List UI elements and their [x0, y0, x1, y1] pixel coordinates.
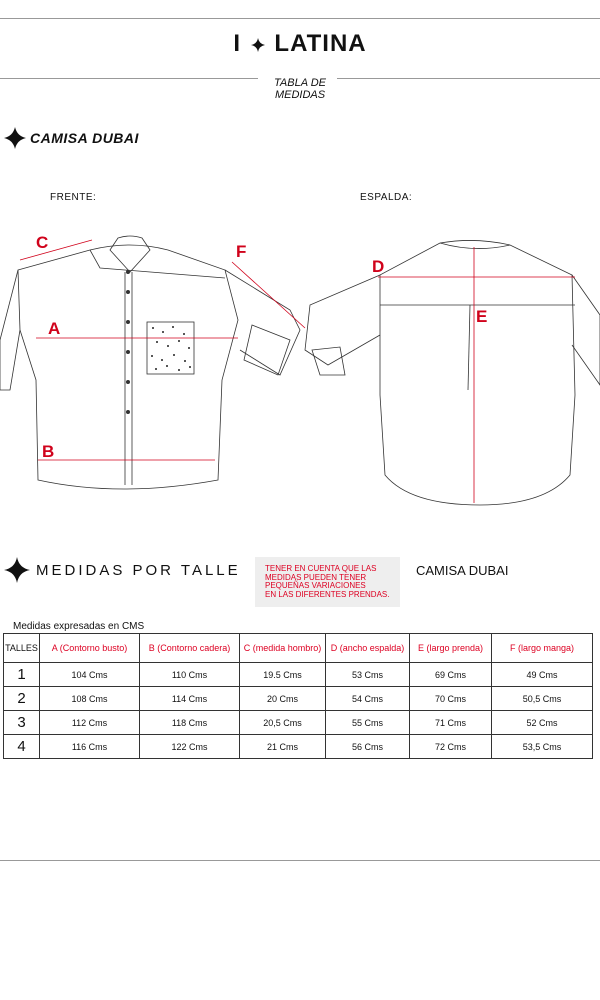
- back-pleat: [468, 305, 470, 390]
- back-collar: [440, 243, 510, 249]
- variation-note: [255, 557, 400, 607]
- header-cell: E (largo prenda): [410, 634, 492, 663]
- table-cell: 20 Cms: [240, 687, 326, 711]
- model-title: CAMISA DUBAI: [30, 130, 139, 146]
- size-cell: 4: [4, 735, 40, 759]
- back-body-outline: [380, 240, 575, 505]
- sparkle-icon: [4, 557, 30, 583]
- table-cell: 56 Cms: [326, 735, 410, 759]
- back-left-cuff: [312, 347, 345, 375]
- right-sleeve: [225, 270, 300, 375]
- table-cell: 19.5 Cms: [240, 663, 326, 687]
- table-cell: 110 Cms: [140, 663, 240, 687]
- model-name: CAMISA DUBAI: [416, 563, 509, 578]
- table-cell: 21 Cms: [240, 735, 326, 759]
- table-cell: 70 Cms: [410, 687, 492, 711]
- brand-logo: [0, 30, 600, 58]
- left-sleeve: [0, 270, 20, 390]
- header-cell: D (ancho espalda): [326, 634, 410, 663]
- front-collar: [110, 236, 150, 272]
- back-measure-lines: [378, 247, 575, 503]
- brand-right: LATINA: [274, 30, 367, 57]
- subtitle-rule-left: [0, 78, 258, 79]
- header-cell: A (Contorno busto): [40, 634, 140, 663]
- brand-left: I: [233, 30, 242, 57]
- table-cell: 55 Cms: [326, 711, 410, 735]
- table-cell: 112 Cms: [40, 711, 140, 735]
- table-cell: 54 Cms: [326, 687, 410, 711]
- table-cell: 122 Cms: [140, 735, 240, 759]
- note-line: PEQUEÑAS VARIACIONES: [265, 581, 366, 590]
- front-buttons: [126, 270, 130, 414]
- top-rule: [0, 18, 600, 19]
- measure-line-c: [20, 240, 92, 260]
- bottom-rule: [0, 860, 600, 861]
- table-cell: 53 Cms: [326, 663, 410, 687]
- table-cell: 52 Cms: [492, 711, 593, 735]
- table-header-row: [4, 634, 593, 663]
- table-row: [4, 663, 593, 687]
- chest-pocket: [147, 322, 194, 374]
- yoke-seam: [90, 250, 225, 278]
- units-caption: Medidas expresadas en CMS: [13, 621, 145, 632]
- table-cell: 71 Cms: [410, 711, 492, 735]
- marker-d: D: [372, 257, 385, 276]
- table-cell: 49 Cms: [492, 663, 593, 687]
- back-view-label: ESPALDA:: [360, 192, 413, 203]
- front-view-label: FRENTE:: [50, 192, 97, 203]
- table-cell: 53,5 Cms: [492, 735, 593, 759]
- table-cell: 108 Cms: [40, 687, 140, 711]
- model-heading: [4, 127, 139, 149]
- table-cell: 104 Cms: [40, 663, 140, 687]
- pocket-dots: [151, 326, 191, 371]
- table-cell: 116 Cms: [40, 735, 140, 759]
- header-cell: C (medida hombro): [240, 634, 326, 663]
- size-cell: 1: [4, 663, 40, 687]
- measure-line-f: [232, 262, 305, 328]
- note-line: EN LAS DIFERENTES PRENDAS.: [265, 589, 390, 599]
- table-row: [4, 687, 593, 711]
- marker-e: E: [476, 307, 488, 326]
- size-cell: 3: [4, 711, 40, 735]
- back-right-sleeve: [572, 275, 600, 385]
- section-heading: [4, 557, 241, 583]
- back-left-sleeve: [305, 275, 380, 365]
- header-cell: B (Contorno cadera): [140, 634, 240, 663]
- size-table: [3, 633, 593, 759]
- subtitle-rule-right: [337, 78, 600, 79]
- note-line: TENER EN CUENTA QUE LAS: [265, 564, 377, 573]
- marker-a: A: [48, 319, 61, 338]
- subtitle-line-2: MEDIDAS: [274, 89, 326, 101]
- table-row: [4, 735, 593, 759]
- table-row: [4, 711, 593, 735]
- header-cell: TALLES: [4, 634, 40, 663]
- table-cell: 20,5 Cms: [240, 711, 326, 735]
- shirt-back-diagram: [300, 235, 600, 510]
- table-cell: 114 Cms: [140, 687, 240, 711]
- sparkle-icon: [251, 38, 265, 52]
- table-cell: 50,5 Cms: [492, 687, 593, 711]
- marker-b: B: [42, 442, 55, 461]
- header-cell: F (largo manga): [492, 634, 593, 663]
- sparkle-icon: [4, 127, 26, 149]
- note-line: MEDIDAS PUEDEN TENER: [265, 572, 367, 582]
- marker-f: F: [236, 242, 247, 261]
- section-title: MEDIDAS POR TALLE: [36, 561, 241, 579]
- table-cell: 72 Cms: [410, 735, 492, 759]
- document-subtitle: [250, 77, 350, 101]
- table-cell: 118 Cms: [140, 711, 240, 735]
- size-cell: 2: [4, 687, 40, 711]
- marker-c: C: [36, 233, 49, 252]
- table-cell: 69 Cms: [410, 663, 492, 687]
- subtitle-line-1: TABLA DE: [274, 77, 326, 89]
